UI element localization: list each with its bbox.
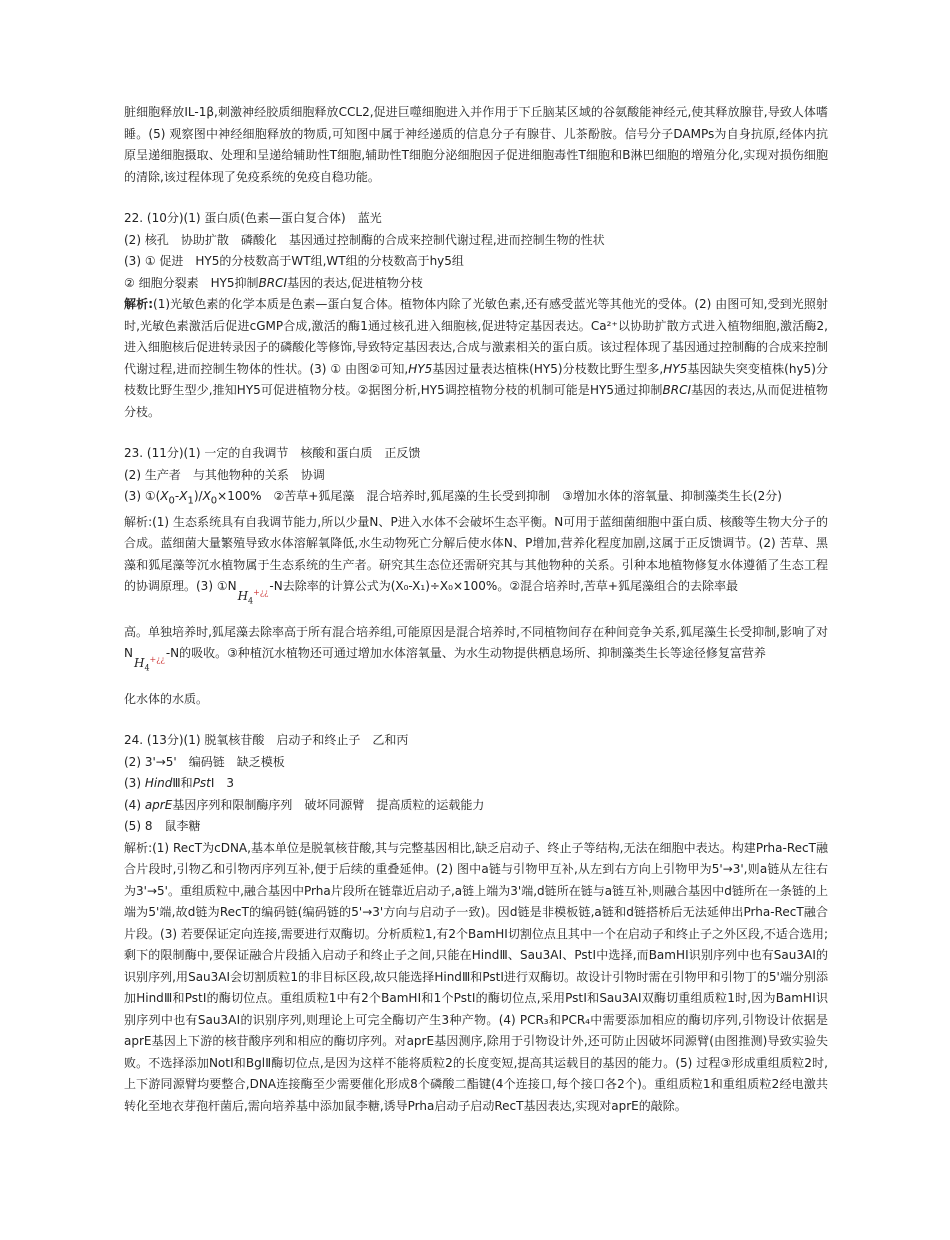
q23-x0b: X bbox=[202, 489, 211, 503]
q23-analysis-c: 高。单独培养时,狐尾藻去除率高于所有混合培养组,可能原因是混合培养时,不同植物间存在种间竞争关系,狐尾藻生长受抑制,影响了对N bbox=[124, 624, 828, 661]
q23-analysis-3: 化水体的水质。 bbox=[124, 691, 209, 706]
q21-analysis-tail: 脏细胞释放IL-1β,刺激神经胶质细胞释放CCL2,促进巨噬细胞进入并作用于下丘脑某区域的谷氨酸能神经元,使其释放腺苷,导致人体嗜睡。(5) 观察图中神经细胞释放的物质,可知图中属于神经递质的信息分子有腺苷、儿茶酚胺。信号分子DAMPs为自身抗原,经体内抗原呈递细胞摄取、处理和呈递给辅助性T细胞,辅助性T细胞分泌细胞因子促进细胞毒性T细胞和B淋巴细胞的增殖分化,实现对损伤细胞的清除,该过程体现了免疫系统的免疫自稳功能。 bbox=[124, 105, 828, 184]
q24-analysis: 解析:(1) RecT为cDNA,基本单位是脱氧核苷酸,其与完整基因相比,缺乏启动子、终止子等结构,无法在细胞中表达。构建Prha-RecT融合片段时,引物乙和引物丙序列互补,便于后续的重叠延伸。(2) 图中a链与引物甲互补,从左到右方向上引物甲为5'→3',则a链从左往右为3'→5'。重组质粒中,融合基因中Prha片段所在链靠近启动子,a链上端为3'端,d链所在链与a链互补,则融合基因中d链所在一条链的上端为5'端,故d链为RecT的编码链(编码链的5'→3'方向与启动子一致)。因d链是非模板链,a链和d链搭桥后无法延伸出Prha-RecT融合片段。(3) 若要保证定向连接,需要进行双酶切。分析质粒1,有2个BamHⅠ切割位点且其中一个在启动子和终止子之外区段,不适合选用;剩下的限制酶中,要保证融合片段插入启动子和终止子之间,只能在HindⅢ、Sau3AⅠ、PstⅠ中选择,而BamHⅠ识别序列中也有Sau3AⅠ的识别序列,用Sau3AⅠ会切割质粒1的非目标区段,故只能选择HindⅢ和PstⅠ进行双酶切。故设计引物时需在引物甲和引物丁的5'端分别添加HindⅢ和PstⅠ的酶切位点。重组质粒1中有2个BamHⅠ和1个PstⅠ的酶切位点,采用PstⅠ和Sau3AⅠ双酶切重组质粒1时,因为BamHⅠ识别序列中也有Sau3AⅠ的识别序列,则理论上可完全酶切产生3种产物。(4) PCR₃和PCR₄中需要添加相应的酶切序列,引物设计依据是aprE基因上下游的核苷酸序列和相应的酶切序列。对aprE基因测序,除用于引物设计外,还可防止因破坏同源臂(由图推测)导致实验失败。不选择添加NotⅠ和BglⅡ酶切位点,是因为这样不能将质粒2的长度变短,提高其运载目的基因的能力。(5) 过程③形成重组质粒2时,上下游同源臂均要整合,DNA连接酶至少需要催化形成8个磷酸二酯键(4个连接口,每个接口各2个)。重组质粒1和重组质粒2经电激共转化至地衣芽孢杆菌后,需向培养基中添加鼠李糖,诱导Prha启动子启动RecT基因表达,实现对aprE的敲除。 bbox=[124, 840, 828, 1113]
q23-analysis-b: -N去除率的计算公式为(X₀-X₁)÷X₀×100%。②混合培养时,苦草+狐尾藻组合的去除率最 bbox=[269, 579, 738, 594]
q23-close: )/ bbox=[193, 489, 203, 503]
ammonium-formula bbox=[134, 654, 165, 674]
q22-answer-line-2: (2) 核孔 协助扩散 磷酸化 基因通过控制酶的合成来控制代谢过程,进而控制生物的性状 bbox=[124, 232, 605, 247]
ammonium-h: H bbox=[133, 656, 145, 671]
q23-x1-sub: 1 bbox=[187, 495, 194, 507]
q22-analysis-s8: 基因的表达,从而促进植物分枝。 bbox=[124, 383, 828, 419]
q23-analysis-d: -N的吸收。③种植沉水植物还可通过增加水体溶氧量、为水生动物提供栖息场所、抑制藻类生长等途径修复富营养 bbox=[165, 646, 766, 661]
q24-answer-line-3 bbox=[124, 773, 828, 795]
q22-answer-line-4 bbox=[124, 273, 828, 295]
q22-analysis-s7: BRCI bbox=[662, 383, 691, 397]
q24-l3-c: Ⅰ 3 bbox=[210, 776, 235, 791]
q23-answer-line-1: 23. (11分)(1) 一定的自我调节 核酸和蛋白质 正反馈 bbox=[124, 446, 421, 460]
q24-answer-line-2: (2) 3'→5' 编码链 缺乏模板 bbox=[124, 754, 285, 769]
q22-analysis-s3: HY5 bbox=[408, 361, 433, 376]
q23-analysis-1 bbox=[124, 512, 828, 608]
ammonium-sub: 4 bbox=[248, 596, 254, 606]
q22-analysis-s4: 基因过量表达植株(HY5)分枝数比野生型多, bbox=[432, 361, 664, 376]
q22-analysis-s5: HY5 bbox=[663, 361, 688, 376]
ammonium-h: H bbox=[237, 589, 249, 604]
q23-x1: X bbox=[179, 489, 188, 503]
q22-line4-text-a: ② 细胞分裂素 HY5抑制 bbox=[124, 275, 259, 290]
q24-answer-line-5: (5) 8 鼠李糖 bbox=[124, 819, 201, 834]
q24-l4-apre: aprE bbox=[144, 797, 173, 812]
q23-x0-sub: 0 bbox=[168, 495, 175, 507]
analysis-label: 解析: bbox=[124, 297, 154, 311]
q22-analysis-s6: 基因缺失突变植株(hy5)分枝数比野生型少,推知HY5可促进植物分枝。②据图分析,HY5调控植物分枝的机制可能是HY5通过抑制 bbox=[124, 361, 828, 397]
q23-answer-line-2: (2) 生产者 与其他物种的关系 协调 bbox=[124, 467, 325, 482]
q22-answer-line-1: 22. (10分)(1) 蛋白质(色素—蛋白复合体) 蓝光 bbox=[124, 211, 382, 225]
q24-l4-b: 基因序列和限制酶序列 破坏同源臂 提高质粒的运载能力 bbox=[172, 797, 485, 812]
q24-l3-hind: Hind bbox=[144, 776, 173, 791]
q23-x0: X bbox=[160, 489, 169, 503]
section-gap bbox=[124, 188, 828, 208]
q24-l3-a: (3) bbox=[124, 776, 145, 791]
q23-x0b-sub: 0 bbox=[210, 495, 218, 507]
q23-line3-rest: ×100% ②苦草+狐尾藻 混合培养时,狐尾藻的生长受到抑制 ③增加水体的溶氧量、抑制藻类生长(2分) bbox=[217, 489, 782, 503]
q22-answer-line-3: (3) ① 促进 HY5的分枝数高于WT组,WT组的分枝数高于hy5组 bbox=[124, 254, 464, 268]
q23-line3-a: (3) ①( bbox=[124, 489, 161, 503]
q22-analysis bbox=[124, 294, 828, 423]
q24-answer-line-4 bbox=[124, 795, 828, 817]
section-gap bbox=[124, 423, 828, 443]
q23-dash: - bbox=[174, 489, 180, 503]
ammonium-formula bbox=[238, 587, 269, 607]
q24-answer-line-1: 24. (13分)(1) 脱氧核苷酸 启动子和终止子 乙和丙 bbox=[124, 733, 409, 748]
ammonium-sup: +¿¿ bbox=[149, 655, 165, 665]
q24-l4-a: (4) bbox=[124, 797, 145, 812]
spacer bbox=[124, 675, 828, 689]
ammonium-sub: 4 bbox=[144, 663, 150, 673]
q22-analysis-s2: (1)光敏色素的化学本质是色素—蛋白复合体。植物体内除了光敏色素,还有感受蓝光等其他光的受体。(2) 由图可知,受到光照射时,光敏色素激活后促进cGMP合成,激活的酶1通过核孔进入细胞核,促进特定基因表达。Ca²⁺以协助扩散方式进入植物细胞,激活酶2,进入细胞核后促进转录因子的磷酸化等修饰,导致特定基因表达,合成与激素相关的蛋白质。该过程体现了基因通过控制酶的合成来控制代谢过程,进而控制生物体的性状。(3) ① 由图②可知, bbox=[124, 297, 828, 376]
q23-answer-line-3 bbox=[124, 486, 828, 512]
q24-l3-pst: Pst bbox=[192, 776, 211, 791]
document-page bbox=[124, 102, 828, 1117]
q24-l3-b: Ⅲ和 bbox=[172, 776, 193, 791]
spacer bbox=[124, 608, 828, 622]
q23-analysis-a: 解析:(1) 生态系统具有自我调节能力,所以少量N、P进入水体不会破坏生态平衡。N可用于蓝细菌细胞中蛋白质、核酸等生物大分子的合成。蓝细菌大量繁殖导致水体溶解氧降低,水生动物死亡分解后使水体N、P增加,营养化程度加剧,这属于正反馈调节。(2) 苦草、黑藻和狐尾藻等沉水植物属于生态系统的生产者。研究其生态位还需研究其与其他物种的关系。引种本地植物修复水体遵循了生态工程的协调原理。(3) ①N bbox=[124, 514, 828, 594]
q22-line4-gene: BRCI bbox=[258, 275, 288, 290]
q22-line4-text-b: 基因的表达,促进植物分枝 bbox=[287, 275, 423, 290]
section-gap bbox=[124, 710, 828, 730]
ammonium-sup: +¿¿ bbox=[253, 588, 269, 598]
q23-analysis-2 bbox=[124, 622, 828, 675]
